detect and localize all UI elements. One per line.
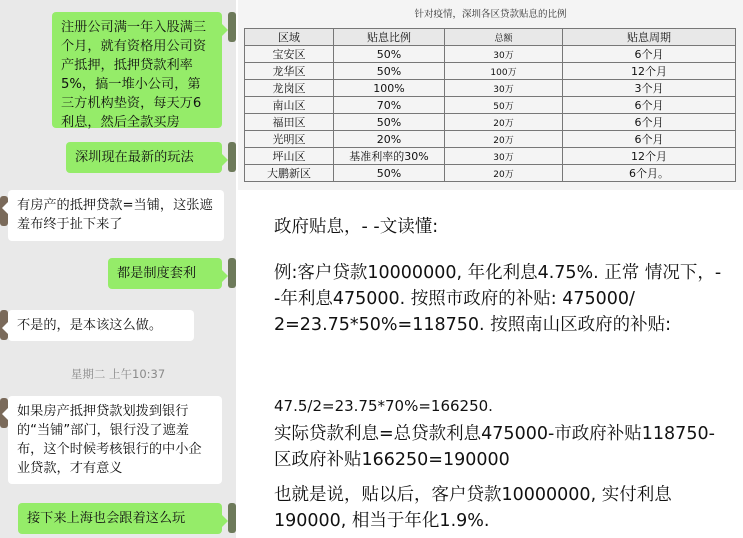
table-row [245, 165, 736, 182]
subsidy-explanation [238, 196, 743, 538]
column-header: 贴息周期 [563, 29, 736, 46]
table-cell: 30万 [445, 148, 563, 165]
column-header: 贴息比例 [334, 29, 445, 46]
table-cell: 6个月 [563, 46, 736, 63]
table-cell: 30万 [445, 80, 563, 97]
note-conclusion: 也就是说，贴以后，客户贷款10000000, 实付利息190000, 相当于年化1.9%. [274, 485, 672, 531]
chat-message-sent[interactable]: 都是制度套利 [108, 258, 222, 289]
table-cell: 70% [334, 97, 445, 114]
note-calculation: 47.5/2=23.75*70%=166250. [274, 397, 493, 415]
avatar[interactable] [228, 258, 236, 288]
table-cell: 6个月 [563, 97, 736, 114]
table-row [245, 80, 736, 97]
table-cell: 100万 [445, 63, 563, 80]
chat-message-received[interactable]: 不是的，是本该这么做。 [8, 310, 194, 341]
table-row [245, 148, 736, 165]
table-cell: 20万 [445, 131, 563, 148]
table-cell: 50% [334, 63, 445, 80]
table-cell: 6个月 [563, 114, 736, 131]
table-row [245, 97, 736, 114]
table-cell: 宝安区 [245, 46, 334, 63]
table-cell: 12个月 [563, 148, 736, 165]
table-row [245, 114, 736, 131]
table-cell: 坪山区 [245, 148, 334, 165]
chat-panel [0, 0, 236, 538]
chat-message-sent[interactable]: 深圳现在最新的玩法 [66, 142, 222, 173]
table-cell: 大鹏新区 [245, 165, 334, 182]
table-cell: 6个月。 [563, 165, 736, 182]
table-cell: 龙华区 [245, 63, 334, 80]
table-cell: 50% [334, 114, 445, 131]
table-cell: 50% [334, 46, 445, 63]
table-cell: 30万 [445, 46, 563, 63]
table-cell: 南山区 [245, 97, 334, 114]
note-actual-interest: 实际贷款利息=总贷款利息475000-市政府补贴118750-区政府补贴166250=190000 [274, 424, 715, 470]
avatar[interactable] [228, 503, 236, 533]
table-cell: 50% [334, 165, 445, 182]
chat-message-received[interactable]: 有房产的抵押贷款=当铺，这张遮羞布终于扯下来了 [8, 190, 224, 241]
chat-timestamp: 星期二 上午10:37 [70, 367, 166, 381]
table-row [245, 131, 736, 148]
table-cell: 福田区 [245, 114, 334, 131]
table-row [245, 46, 736, 63]
table-cell: 光明区 [245, 131, 334, 148]
table-cell: 龙岗区 [245, 80, 334, 97]
avatar[interactable] [228, 142, 236, 172]
avatar[interactable] [228, 12, 236, 42]
column-header: 总额 [445, 29, 563, 46]
chat-message-sent[interactable]: 注册公司满一年入股满三个月，就有资格用公司资产抵押，抵押贷款利率5%，搞一堆小公司，第三方机构垫资，每天万6利息，然后全款买房 [52, 12, 222, 128]
table-header-row [245, 29, 736, 46]
note-heading: 政府贴息，- -文读懂: [274, 217, 439, 237]
table-cell: 20万 [445, 114, 563, 131]
table-cell: 12个月 [563, 63, 736, 80]
table-cell: 基准利率的30% [334, 148, 445, 165]
table-cell: 3个月 [563, 80, 736, 97]
table-cell: 20万 [445, 165, 563, 182]
table-cell: 100% [334, 80, 445, 97]
subsidy-table-image [238, 0, 743, 190]
chat-message-received[interactable]: 如果房产抵押贷款划拨到银行的“当铺”部门，银行没了遮羞布，这个时候考核银行的中小企业贷款，才有意义 [8, 396, 222, 484]
table-cell: 50万 [445, 97, 563, 114]
chat-message-sent[interactable]: 接下来上海也会跟着这么玩 [18, 503, 222, 534]
column-header: 区域 [245, 29, 334, 46]
table-cell: 20% [334, 131, 445, 148]
subsidy-table [244, 28, 736, 182]
table-title: 针对疫情，深圳各区贷款贴息的比例 [414, 9, 567, 20]
note-example: 例:客户贷款10000000, 年化利息4.75%. 正常 情况下，- -年利息475000. 按照市政府的补贴: 475000/ 2=23.75*50%=118750. 按照南山区政府的补贴: [274, 263, 722, 335]
table-cell: 6个月 [563, 131, 736, 148]
table-row [245, 63, 736, 80]
